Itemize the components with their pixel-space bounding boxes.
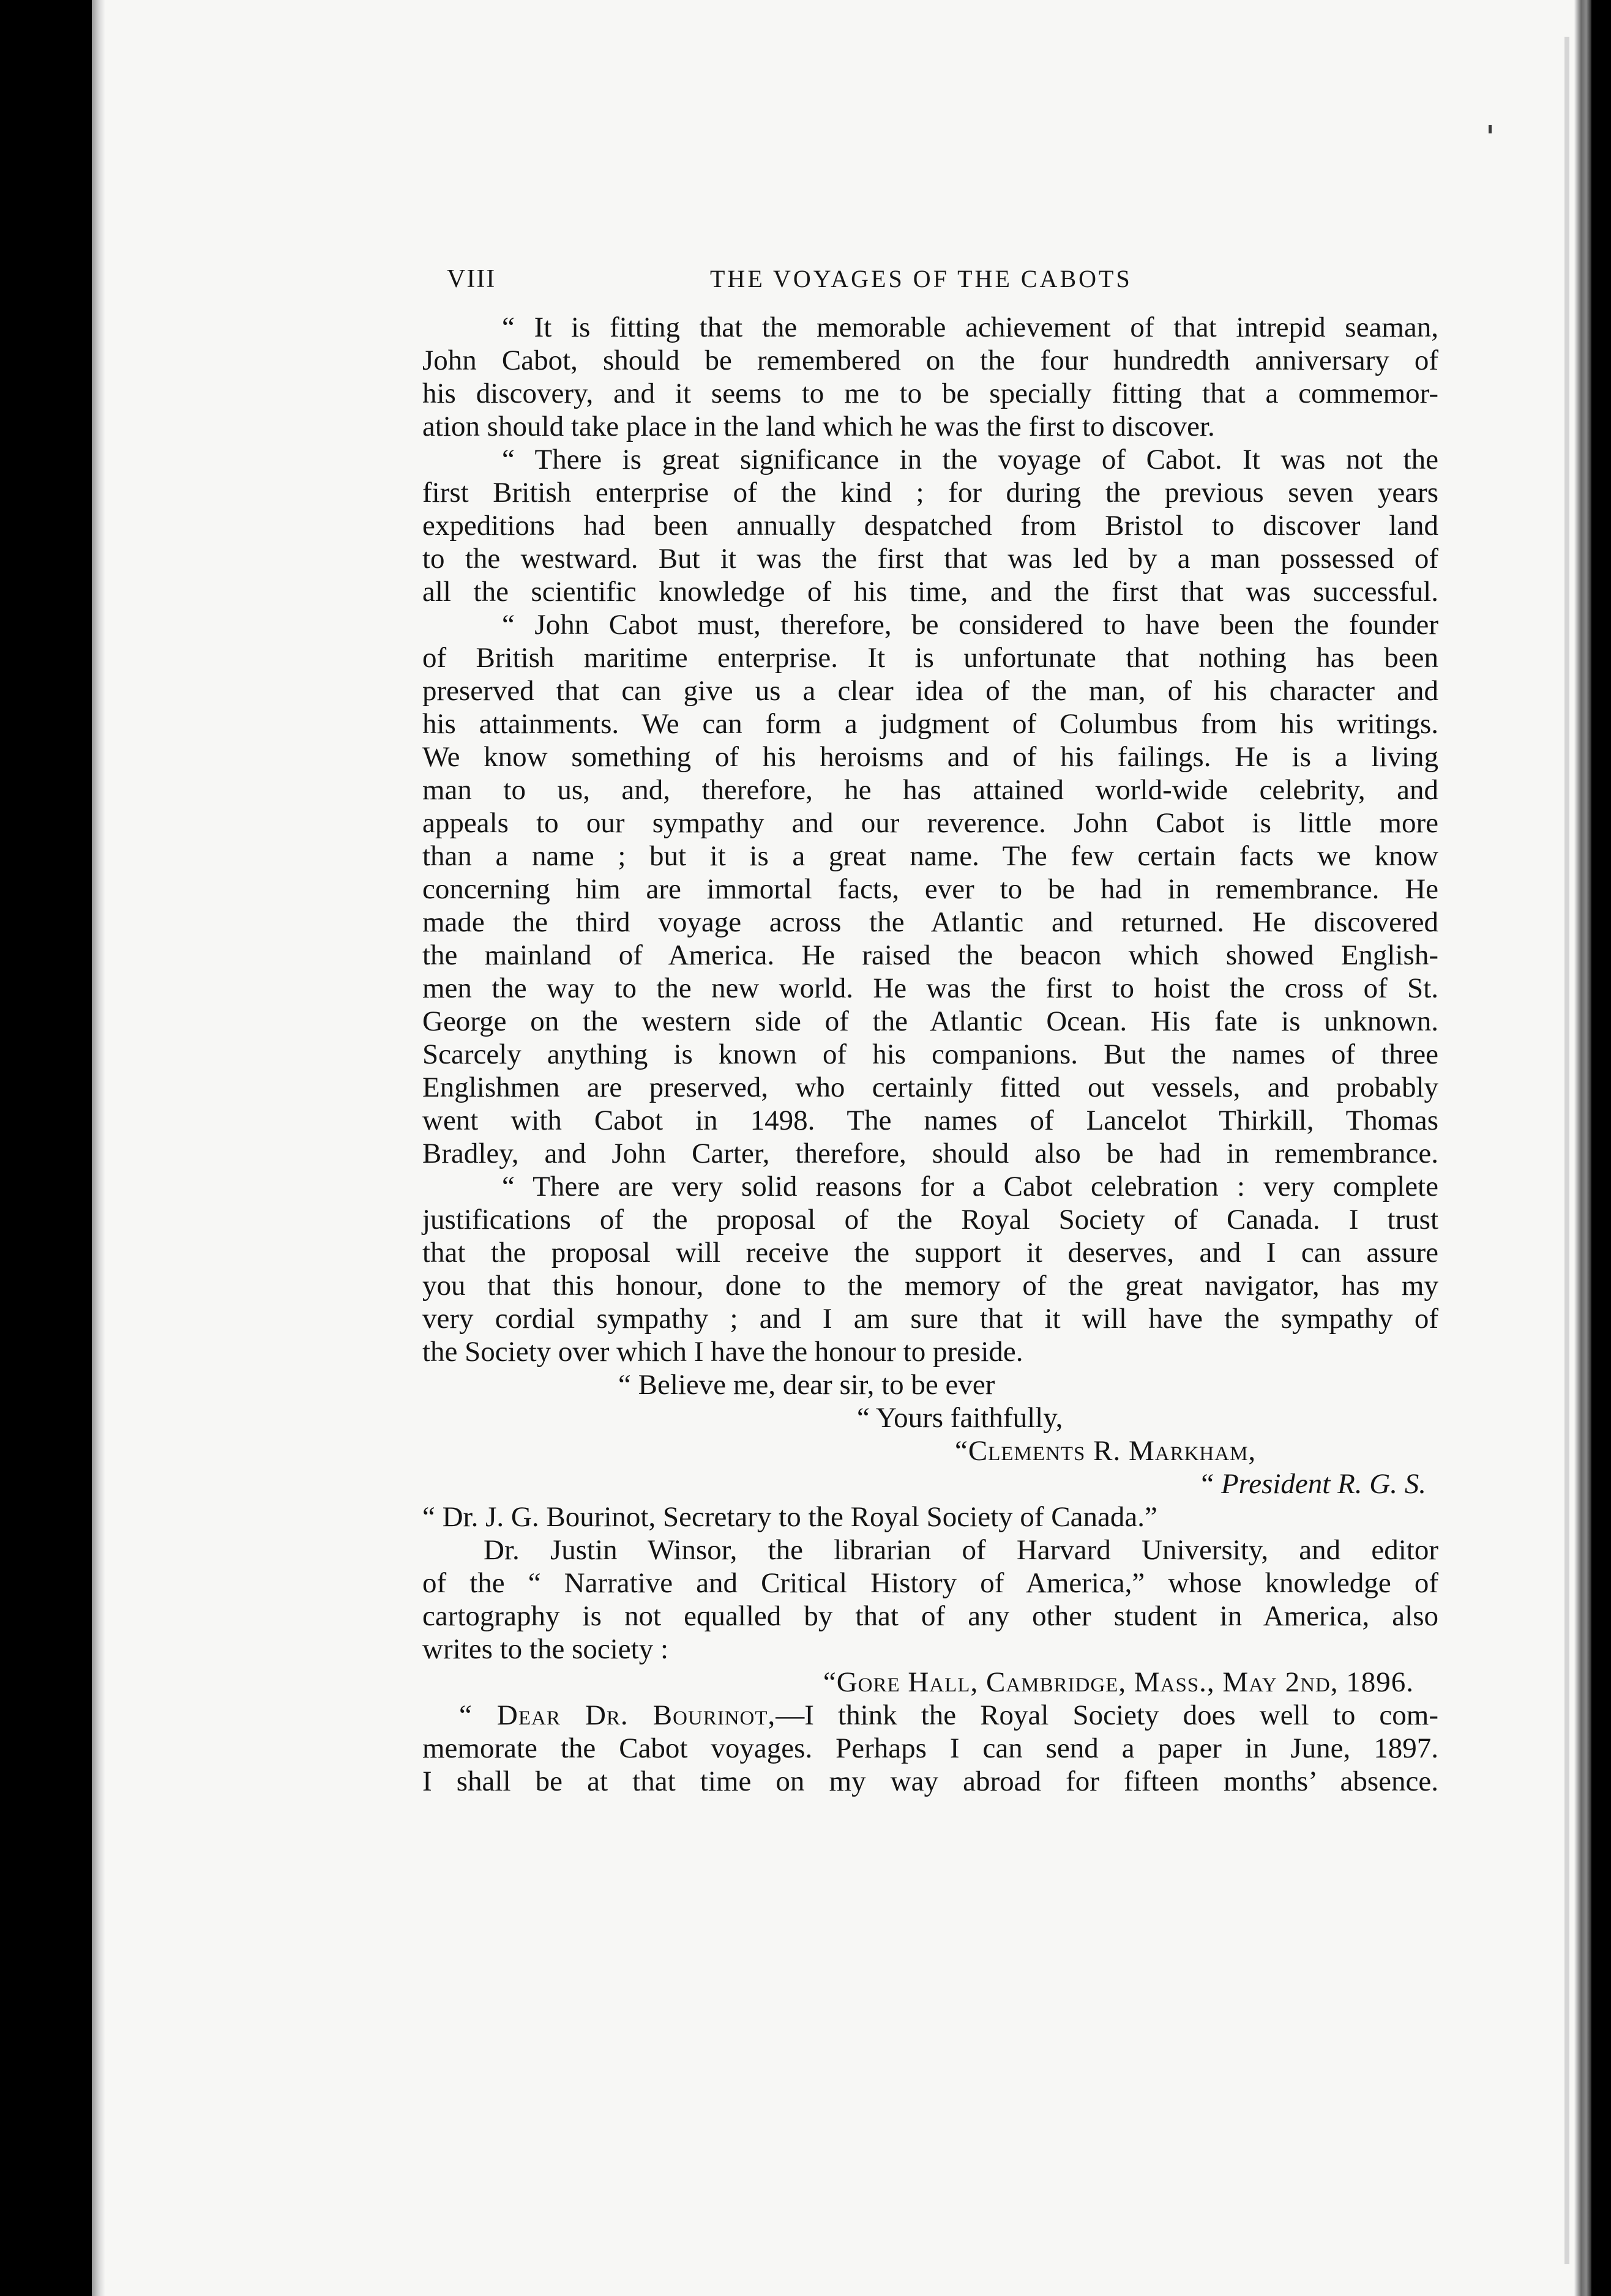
closing-addressee: “ Dr. J. G. Bourinot, Secretary to the Royal Society of Canada.” <box>422 1501 1157 1533</box>
text-line: “ There is great significance in the voyage of Cabot. It was not the <box>502 444 1438 475</box>
closing-believe: “ Believe me, dear sir, to be ever <box>618 1369 995 1401</box>
text-line: very cordial sympathy ; and I am sure that it will have the sympathy of <box>422 1303 1438 1335</box>
page-body <box>422 311 1438 1798</box>
scan-speck <box>1489 125 1492 133</box>
letter-salutation: “ Dear Dr. Bourinot, <box>459 1699 776 1731</box>
signature-title: President R. G. S. <box>1220 1468 1426 1500</box>
closing-signature <box>422 1434 1438 1467</box>
text-line: first British enterprise of the kind ; for during the previous seven years <box>422 477 1438 509</box>
text-line: of British maritime enterprise. It is unfortunate that nothing has been <box>422 642 1438 674</box>
closing-title <box>422 1467 1438 1500</box>
text-line: George on the western side of the Atlantic Ocean. His fate is unknown. <box>422 1005 1438 1037</box>
letter-first-line <box>422 1699 1438 1732</box>
text-line: writes to the society : <box>422 1633 669 1665</box>
text-line: ation should take place in the land which he was the first to discover. <box>422 411 1215 442</box>
text-line: all the scientific knowledge of his time, and the first that was successful. <box>422 576 1438 608</box>
text-line: the Society over which I have the honour to preside. <box>422 1336 1023 1368</box>
text-line: We know something of his heroisms and of his failings. He is a living <box>422 741 1438 773</box>
text-line: Dr. Justin Winsor, the librarian of Harvard University, and editor <box>484 1534 1438 1566</box>
closing-title-quote: “ <box>1201 1468 1221 1500</box>
text-line: concerning him are immortal facts, ever to be had in remembrance. He <box>422 873 1438 905</box>
text-line: Bradley, and John Carter, therefore, should also be had in remembrance. <box>422 1138 1438 1169</box>
text-line: that the proposal will receive the support it deserves, and I can assure <box>422 1237 1438 1269</box>
page-number: VIII <box>447 265 496 293</box>
letter-first-line-rest: —I think the Royal Society does well to com- <box>776 1699 1438 1731</box>
text-line: cartography is not equalled by that of any other student in America, also <box>422 1600 1438 1632</box>
text-line: Scarcely anything is known of his companions. But the names of three <box>422 1038 1438 1070</box>
text-line: “ John Cabot must, therefore, be considered to have been the founder <box>502 609 1438 641</box>
text-line: the mainland of America. He raised the beacon which showed English- <box>422 939 1438 971</box>
text-line: men the way to the new world. He was the first to hoist the cross of St. <box>422 972 1438 1004</box>
text-line: preserved that can give us a clear idea of the man, of his character and <box>422 675 1438 707</box>
winsor-letter <box>422 1666 1438 1798</box>
letter-dateline <box>422 1666 1438 1699</box>
text-line: his attainments. We can form a judgment of Columbus from his writings. <box>422 708 1438 740</box>
page-binding-edge <box>1574 0 1591 2296</box>
text-line: I shall be at that time on my way abroad for fifteen months’ absence. <box>422 1765 1438 1797</box>
text-line: his discovery, and it seems to me to be specially fitting that a commemor- <box>422 378 1438 409</box>
letter-closing <box>422 1368 1438 1534</box>
text-line: “ It is fitting that the memorable achievement of that intrepid seaman, <box>502 311 1438 343</box>
running-title: THE VOYAGES OF THE CABOTS <box>710 265 1132 293</box>
text-line: John Cabot, should be remembered on the four hundredth anniversary of <box>422 345 1438 376</box>
text-line: Englishmen are preserved, who certainly fitted out vessels, and probably <box>422 1072 1438 1103</box>
text-line: went with Cabot in 1498. The names of Lancelot Thirkill, Thomas <box>422 1105 1438 1136</box>
text-line: made the third voyage across the Atlantic and returned. He discovered <box>422 906 1438 938</box>
text-line: you that this honour, done to the memory of the great navigator, has my <box>422 1270 1438 1302</box>
page-header <box>447 264 1500 307</box>
text-line: “ There are very solid reasons for a Cabot celebration : very complete <box>502 1171 1438 1202</box>
closing-yours: “ Yours faithfully, <box>857 1402 1063 1434</box>
text-line: expeditions had been annually despatched from Bristol to discover land <box>422 510 1438 542</box>
page-fold-line <box>1564 37 1569 2264</box>
text-line: appeals to our sympathy and our reverence. John Cabot is little more <box>422 807 1438 839</box>
signature-name: “Clements R. Markham, <box>955 1435 1257 1467</box>
winsor-paragraph <box>422 1534 1438 1666</box>
text-line: to the westward. But it was the first that was led by a man possessed of <box>422 543 1438 575</box>
markham-letter <box>422 311 1438 1368</box>
text-line: of the “ Narrative and Critical History of America,” whose knowledge of <box>422 1567 1438 1599</box>
text-line: man to us, and, therefore, he has attained world-wide celebrity, and <box>422 774 1438 806</box>
text-line: justifications of the proposal of the Royal Society of Canada. I trust <box>422 1204 1438 1236</box>
text-line: memorate the Cabot voyages. Perhaps I can send a paper in June, 1897. <box>422 1732 1438 1764</box>
text-line: than a name ; but it is a great name. The few certain facts we know <box>422 840 1438 872</box>
dateline-text: “Gore Hall, Cambridge, Mass., May 2nd, 1896. <box>823 1666 1414 1698</box>
page-left-edge-shadow <box>92 0 105 2296</box>
